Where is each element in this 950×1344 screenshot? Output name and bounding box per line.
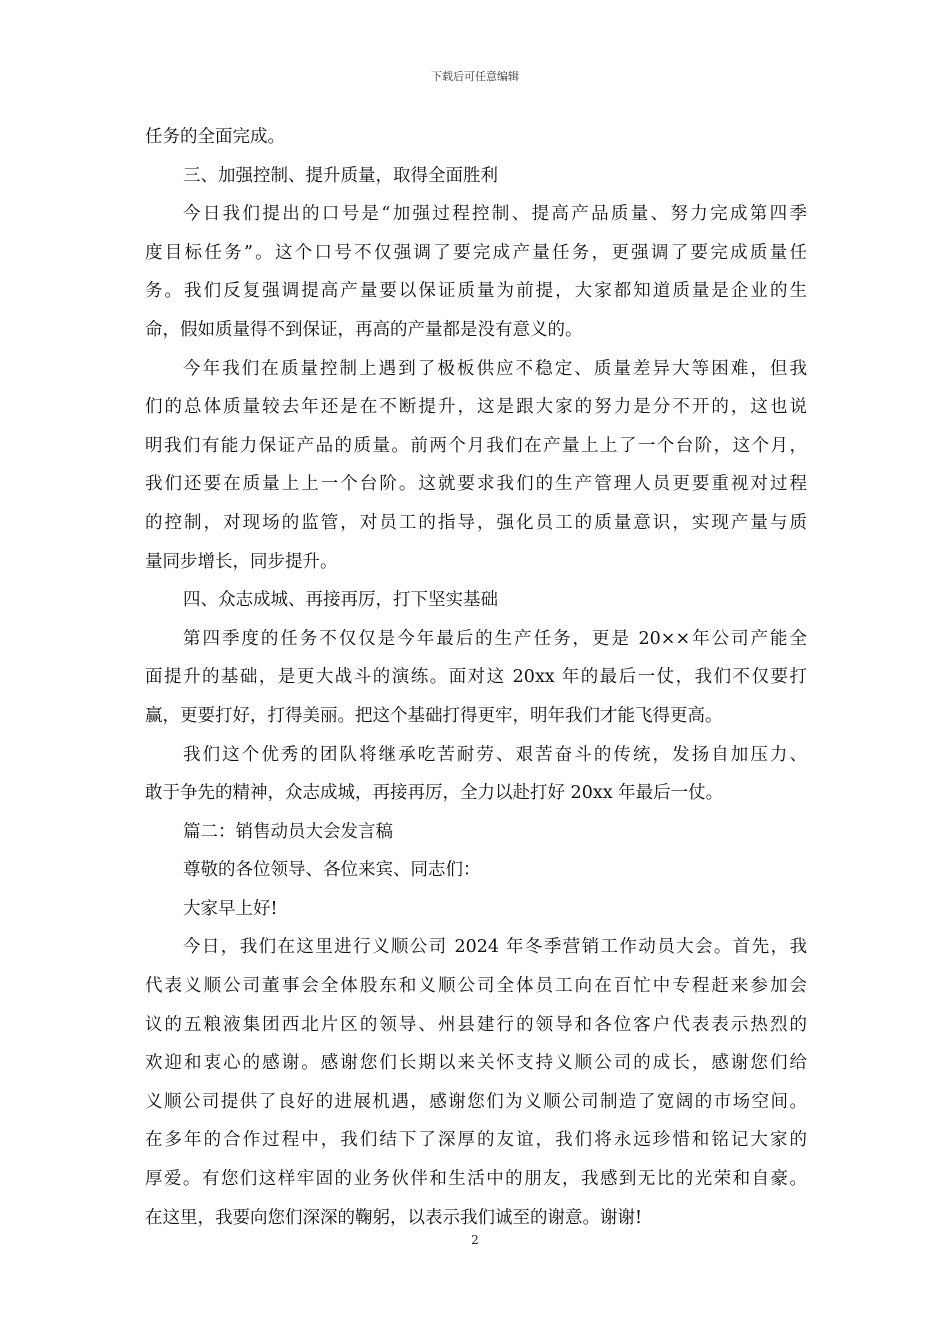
text-line: 义顺公司提供了良好的进展机遇，感谢您们为义顺公司制造了宽阔的市场空间。 — [145, 1091, 807, 1112]
page-number: 2 — [471, 1233, 479, 1247]
text-line: 命，假如质量得不到保证，再高的产量都是没有意义的。 — [145, 319, 583, 340]
text-line: 厚爱。有您们这样牢固的业务伙伴和生活中的朋友，我感到无比的光荣和自豪。 — [145, 1169, 807, 1190]
text-line: 量同步增长，同步提升。 — [145, 551, 338, 572]
text-line: 议的五粮液集团西北片区的领导、州县建行的领导和各位客户代表表示热烈的 — [145, 1014, 807, 1035]
text-line: 务。我们反复强调提高产量要以保证质量为前提，大家都知道质量是企业的生 — [145, 281, 807, 302]
text-line: 面提升的基础，是更大战斗的演练。面对这 20xx 年的最后一仗，我们不仅要打 — [145, 667, 807, 688]
text-line: 的控制，对现场的监管，对员工的指导，强化员工的质量意识，实现产量与质 — [145, 512, 807, 533]
text-line: 代表义顺公司董事会全体股东和义顺公司全体员工向在百忙中专程赶来参加会 — [145, 976, 807, 997]
text-line: 今年我们在质量控制上遇到了极板供应不稳定、质量差异大等困难，但我 — [183, 358, 807, 379]
text-line: 今日我们提出的口号是“加强过程控制、提高产品质量、努力完成第四季 — [183, 204, 807, 225]
text-line: 欢迎和衷心的感谢。感谢您们长期以来关怀支持义顺公司的成长，感谢您们给 — [145, 1053, 807, 1074]
page-header: 下载后可任意编辑 — [431, 70, 519, 83]
text-line: 任务的全面完成。 — [145, 127, 285, 147]
greeting: 大家早上好! — [183, 898, 278, 919]
section-heading: 三、加强控制、提升质量，取得全面胜利 — [183, 165, 498, 186]
text-line: 我们还要在质量上上一个台阶。这就要求我们的生产管理人员更要重视对过程 — [145, 474, 807, 495]
text-line: 今日，我们在这里进行义顺公司 2024 年冬季营销工作动员大会。首先，我 — [183, 937, 807, 958]
text-line: 敢于争先的精神，众志成城，再接再厉，全力以赴打好 20xx 年最后一仗。 — [145, 783, 724, 804]
text-line: 度目标任务”。这个口号不仅强调了要完成产量任务，更强调了要完成质量任 — [145, 242, 807, 263]
article-title: 篇二：销售动员大会发言稿 — [183, 821, 393, 842]
text-line: 在多年的合作过程中，我们结下了深厚的友谊，我们将永远珍惜和铭记大家的 — [145, 1130, 807, 1151]
text-line: 在这里，我要向您们深深的鞠躬，以表示我们诚至的谢意。谢谢! — [145, 1207, 643, 1228]
document-body — [145, 118, 807, 1237]
text-line: 赢，更要打好，打得美丽。把这个基础打得更牢，明年我们才能飞得更高。 — [145, 705, 723, 726]
text-line: 明我们有能力保证产品的质量。前两个月我们在产量上上了一个台阶，这个月， — [145, 435, 807, 456]
text-line: 第四季度的任务不仅仅是今年最后的生产任务，更是 20××年公司产能全 — [183, 628, 807, 649]
salutation: 尊敬的各位领导、各位来宾、同志们： — [183, 860, 481, 881]
text-line: 们的总体质量较去年还是在不断提升，这是跟大家的努力是分不开的，这也说 — [145, 397, 807, 418]
section-heading: 四、众志成城、再接再厉，打下坚实基础 — [183, 590, 498, 611]
text-line: 我们这个优秀的团队将继承吃苦耐劳、艰苦奋斗的传统，发扬自加压力、 — [183, 744, 807, 765]
